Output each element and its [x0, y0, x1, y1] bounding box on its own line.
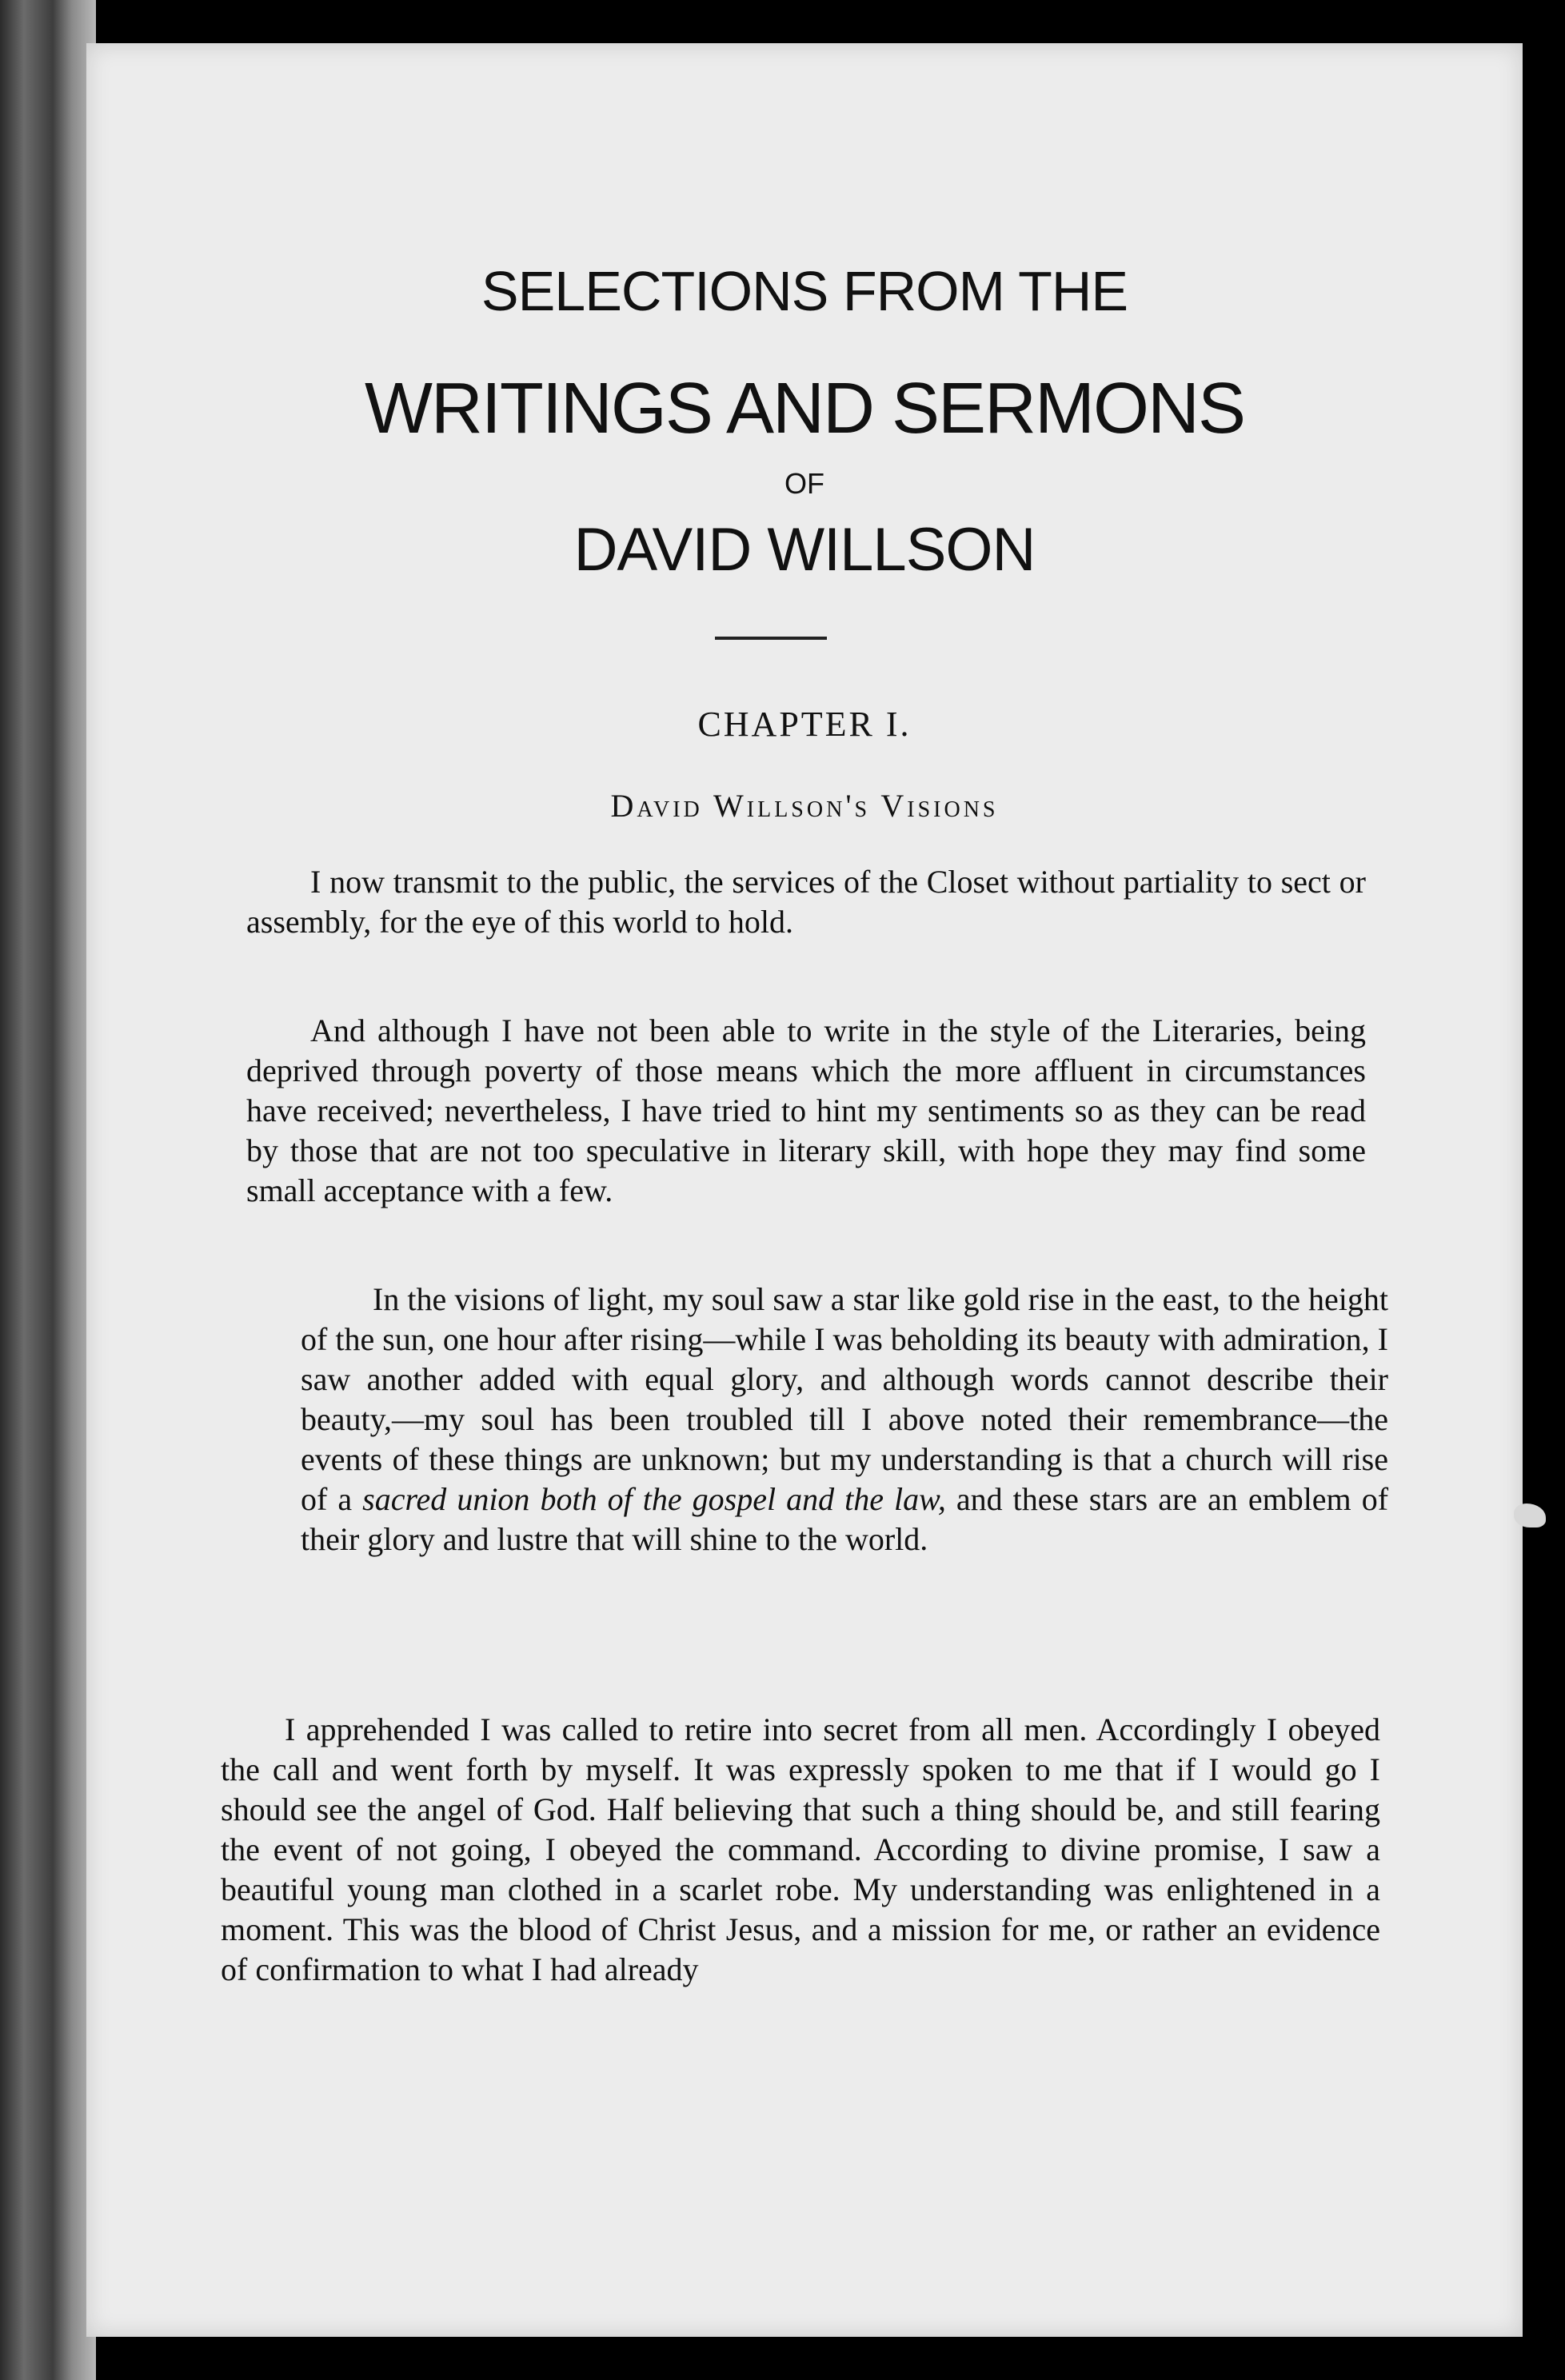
paragraph-1: I now transmit to the public, the services of the Closet without partiality to sect or assembly, for the eye of this world to hold.: [246, 864, 1366, 940]
scan-mark: [1514, 1503, 1546, 1527]
scan-edge: [0, 0, 96, 2380]
chapter-heading: CHAPTER I.: [697, 705, 912, 744]
chapter-subtitle: David Willson's Visions: [610, 788, 999, 824]
paragraph-3-intro: In the visions of light, my soul saw a star like gold rise in: [373, 1281, 1108, 1317]
paragraph-3-italic-phrase: sacred union both of the gospel and the law,: [362, 1481, 946, 1517]
title-line-of: OF: [784, 467, 824, 500]
title-line-selections: SELECTIONS FROM THE: [481, 260, 1128, 322]
divider-rule: [715, 637, 827, 640]
paragraph-2: And although I have not been able to write in the style of the Literaries, being deprived through poverty of those means which the more affluent in circumstances have received; nevertheless, I have tried to hint my sentiments so as they can be read by those that are not too speculative in literary skill, with hope they may find some small acceptance with a few.: [246, 1012, 1366, 1208]
paragraph-3-body: the east, to the height of the sun, one hour after rising—while I was beholding its beauty with admiration, I saw another added with equal glory, and although words cannot describe their beauty,—my soul has been troubled till I above noted their remembrance—the events of these things are unknown; but my understanding is that a church will rise of a: [301, 1281, 1389, 1517]
paragraph-3-outro: and these stars are an emblem of their glory and lustre that will shine to the world.: [301, 1481, 1389, 1557]
paragraph-4: I apprehended I was called to retire into secret from all men. Accordingly I obeyed the call and went forth by myself. It was expressly spoken to me that if I would go I should see the angel of God. Half believing that such a thing should be, and still fearing the event of not going, I obeyed the command. According to divine promise, I saw a beautiful young man clothed in a scarlet robe. My understanding was enlightened in a moment. This was the blood of Christ Jesus, and a mission for me, or rather an evidence of confirmation to what I had already: [221, 1711, 1380, 1987]
paragraph-3: [301, 1280, 1388, 1559]
title-line-author: DAVID WILLSON: [573, 516, 1036, 584]
book-page: [86, 43, 1523, 2337]
title-line-writings: WRITINGS AND SERMONS: [364, 369, 1245, 449]
